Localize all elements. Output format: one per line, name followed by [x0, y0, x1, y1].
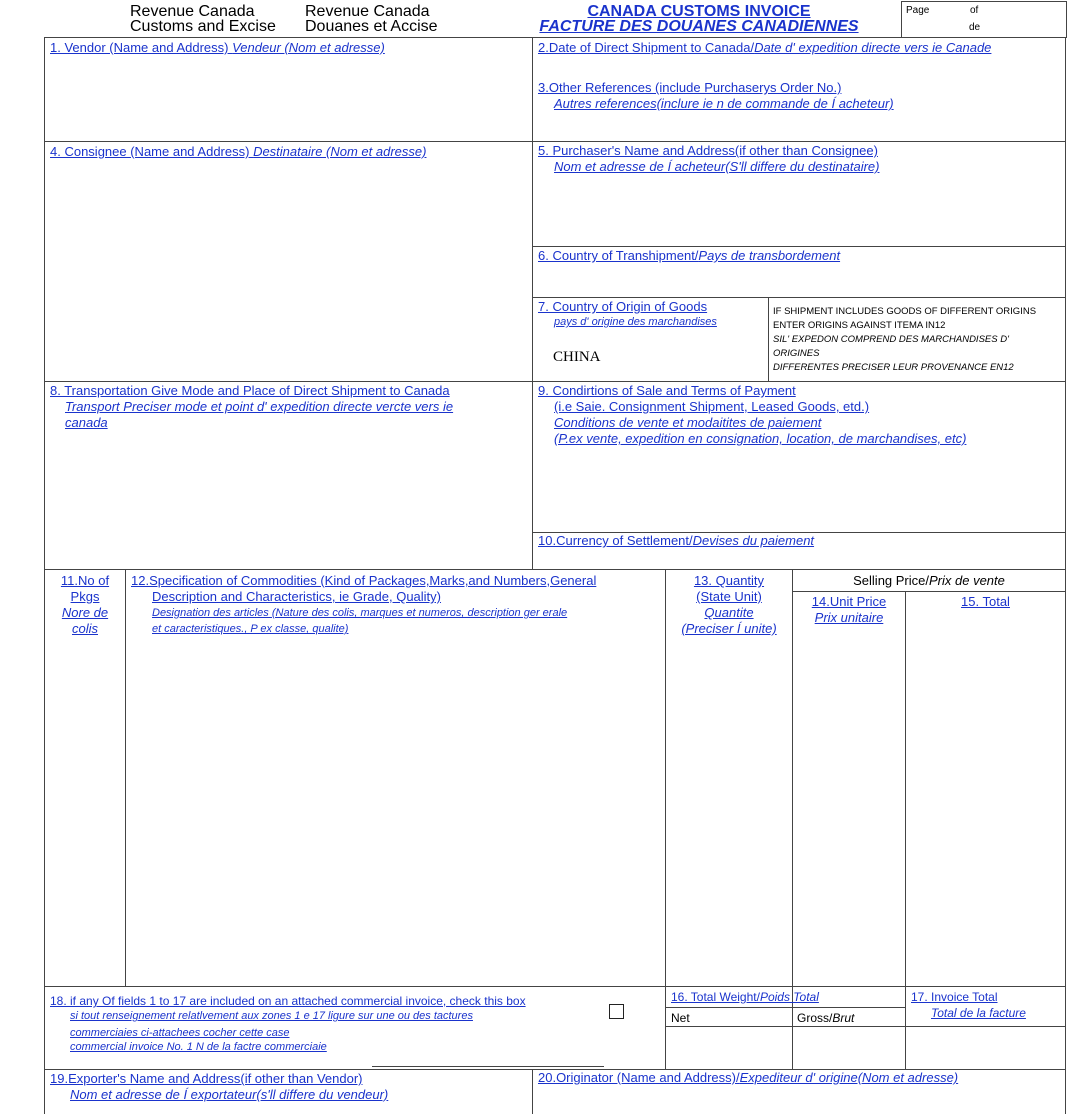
agency-fr-line2: Douanes et Accise — [305, 18, 438, 35]
gross-weight-label: Gross/Brut — [797, 1011, 855, 1025]
page-label: Page — [906, 5, 930, 16]
field-7-origin-label: 7. Country of Origin of Goods pays d' origine des marchandises — [538, 299, 717, 328]
field-4-consignee-label: 4. Consignee (Name and Address) Destinataire (Nom et adresse) — [50, 144, 427, 159]
rule-row8 — [44, 381, 1065, 382]
field-10-currency-label: 10.Currency of Settlement/Devises du paiement — [538, 533, 815, 548]
agency-en-line1: Revenue Canada — [130, 3, 255, 20]
form-title — [533, 4, 865, 34]
de-label: de — [969, 22, 981, 33]
rule-row1-right — [532, 141, 1065, 142]
rule-row1-left — [44, 141, 532, 142]
rule-right — [1065, 37, 1066, 1114]
agency-fr-line1: Revenue Canada — [305, 3, 430, 20]
selling-price-header: Selling Price/Prix de vente — [853, 573, 1005, 588]
field-18-notes: commerciaies ci-attachees cocher cette case commercial invoice No. 1 N de la factre commerciaie — [70, 1027, 327, 1053]
field-7-origin-value: CHINA — [553, 349, 601, 365]
field-13-quantity-label: 13. Quantity (State Unit) Quantite (Preciser Í unite) — [681, 573, 777, 636]
rule-row5 — [532, 246, 1065, 247]
agency-fr — [305, 4, 438, 34]
rule-selling-price — [792, 591, 1065, 592]
field-6-transhipment-label: 6. Country of Transhipment/Pays de transbordement — [538, 248, 841, 263]
f7-note-line3: SIL' EXPEDON COMPREND DES MARCHANDISES D' — [773, 334, 1009, 345]
rule-mid-upper — [532, 37, 533, 569]
field-5-purchaser-label: 5. Purchaser's Name and Address(if other than Consignee) Nom et adresse de Í acheteur(S'll differe du destinataire) — [538, 143, 880, 174]
field-11-packages-label: 11.No of Pkgs Nore de colis — [60, 573, 110, 636]
net-weight-label: Net — [671, 1011, 690, 1025]
f7-note-line2: ENTER ORIGINS AGAINST ITEMA IN12 — [773, 320, 946, 331]
rule-col12 — [665, 569, 666, 1069]
f7-note-line1: IF SHIPMENT INCLUDES GOODS OF DIFFERENT ORIGINS — [773, 306, 1037, 317]
rule-row16 — [44, 986, 1065, 987]
field-9-conditions-label: 9. Condirtions of Sale and Terms of Payment (i.e Saie. Consignment Shipment, Leased Goods, etd.) Conditions de vente et modaitites de paiement (P.ex vente, expedition en consignation, location, de marchandises, etc) — [538, 383, 967, 446]
field-16-weight-label: 16. Total Weight/Poids Total — [671, 990, 819, 1004]
field-14-unit-price-label: 14.Unit Price Prix unitaire — [811, 594, 887, 625]
of-label: of — [970, 5, 979, 16]
field-1-vendor-label: 1. Vendor (Name and Address) Vendeur (Nom et adresse) — [50, 40, 385, 55]
attached-invoice-checkbox[interactable] — [609, 1004, 624, 1019]
rule-weight-values — [665, 1026, 1065, 1027]
f7-note-line5: DIFFERENTES PRECISER LEUR PROVENANCE EN12 — [773, 362, 1014, 373]
title-fr: FACTURE DES DOUANES CANADIENNES — [539, 18, 859, 35]
agency-en — [130, 4, 276, 34]
rule-col11 — [125, 569, 126, 986]
rule-net-gross — [665, 1007, 905, 1008]
field-18-attached-invoice-label: 18. if any Of fields 1 to 17 are included on an attached commercial invoice, check this box si tout renseignement relatlvement aux zones 1 e 17 ligure sur une ou des tactures — [50, 994, 526, 1022]
f7-note-line4: ORIGINES — [773, 348, 820, 359]
field-17-invoice-total-label: 17. Invoice Total Total de la facture — [911, 990, 1026, 1020]
agency-en-line2: Customs and Excise — [130, 18, 276, 35]
rule-top — [44, 37, 1066, 38]
rule-f7-split — [768, 297, 769, 381]
rule-mid-lower — [532, 1069, 533, 1114]
field-20-originator-label: 20.Originator (Name and Address)/Expediteur d' origine(Nom et adresse) — [538, 1070, 959, 1085]
field-7-origin-note — [773, 305, 1061, 375]
field-8-transportation-label: 8. Transportation Give Mode and Place of Direct Shipment to Canada Transport Preciser mode et point d' expedition directe vercte vers ie canada — [50, 383, 454, 430]
rule-invoice-no — [372, 1066, 604, 1067]
field-15-total-label: 15. Total — [961, 594, 1010, 609]
field-3-references-label: 3.Other References (include Purchaserys Order No.) Autres references(inclure ie n de commande de Í acheteur) — [538, 80, 894, 111]
field-19-exporter-label: 19.Exporter's Name and Address(if other than Vendor) Nom et adresse de Í exportateur(s'll differe du vendeur) — [50, 1071, 389, 1102]
rule-table-top — [44, 569, 1065, 570]
rule-row6 — [532, 297, 1065, 298]
rule-col14 — [905, 591, 906, 1069]
field-2-date-label: 2.Date of Direct Shipment to Canada/Date d' expedition directe vers ie Canade — [538, 40, 992, 55]
field-12-specification-label: 12.Specification of Commodities (Kind of Packages,Marks,and Numbers,General Description and Characteristics, ie Grade, Quality) Designation des articles (Nature des colis, marques et numeros, description ger erale et caracteristiques., P ex classe, qualite) — [131, 573, 597, 635]
title-en: CANADA CUSTOMS INVOICE — [587, 3, 811, 20]
